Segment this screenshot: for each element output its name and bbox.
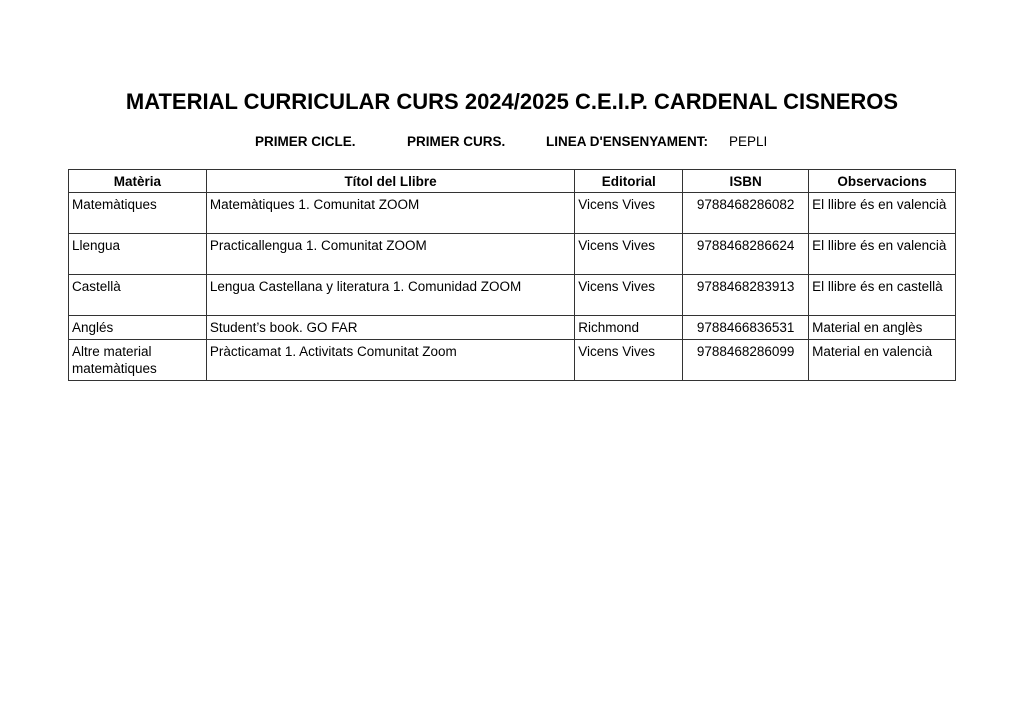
cell-titol: Matemàtiques 1. Comunitat ZOOM [206, 193, 574, 234]
cell-observacions: Material en anglès [809, 316, 956, 340]
header-observacions: Observacions [809, 170, 956, 193]
curriculum-table [68, 169, 956, 381]
cell-isbn: 9788466836531 [683, 316, 809, 340]
header-isbn: ISBN [683, 170, 809, 193]
cell-titol: Pràcticamat 1. Activitats Comunitat Zoom [206, 340, 574, 381]
table-row [69, 234, 956, 275]
cell-materia: Matemàtiques [69, 193, 207, 234]
table-row [69, 193, 956, 234]
page-title: MATERIAL CURRICULAR CURS 2024/2025 C.E.I.P. CARDENAL CISNEROS [125, 89, 899, 114]
table-row [69, 275, 956, 316]
cell-isbn: 9788468286099 [683, 340, 809, 381]
cell-materia: Altre material matemàtiques [69, 340, 207, 381]
header-editorial: Editorial [575, 170, 683, 193]
cell-materia: Llengua [69, 234, 207, 275]
cell-editorial: Richmond [575, 316, 683, 340]
cell-editorial: Vicens Vives [575, 340, 683, 381]
cell-isbn: 9788468286624 [683, 234, 809, 275]
table-header-row [69, 170, 956, 193]
cycle-label: PRIMER CICLE. [255, 134, 356, 149]
cell-editorial: Vicens Vives [575, 234, 683, 275]
table-row [69, 316, 956, 340]
cell-editorial: Vicens Vives [575, 193, 683, 234]
cell-isbn: 9788468286082 [683, 193, 809, 234]
cell-observacions: El llibre és en valencià [809, 234, 956, 275]
cell-titol: Practicallengua 1. Comunitat ZOOM [206, 234, 574, 275]
cell-materia: Anglés [69, 316, 207, 340]
cell-titol: Student’s book. GO FAR [206, 316, 574, 340]
cell-isbn: 9788468283913 [683, 275, 809, 316]
course-label: PRIMER CURS. [407, 134, 506, 149]
line-value: PEPLI [729, 134, 768, 149]
cell-editorial: Vicens Vives [575, 275, 683, 316]
header-materia: Matèria [69, 170, 207, 193]
cell-observacions: El llibre és en castellà [809, 275, 956, 316]
header-titol: Títol del Llibre [206, 170, 574, 193]
cell-materia: Castellà [69, 275, 207, 316]
line-label: LINEA D'ENSENYAMENT: [546, 134, 708, 149]
cell-observacions: El llibre és en valencià [809, 193, 956, 234]
cell-titol: Lengua Castellana y literatura 1. Comunidad ZOOM [206, 275, 574, 316]
cell-observacions: Material en valencià [809, 340, 956, 381]
table-row [69, 340, 956, 381]
